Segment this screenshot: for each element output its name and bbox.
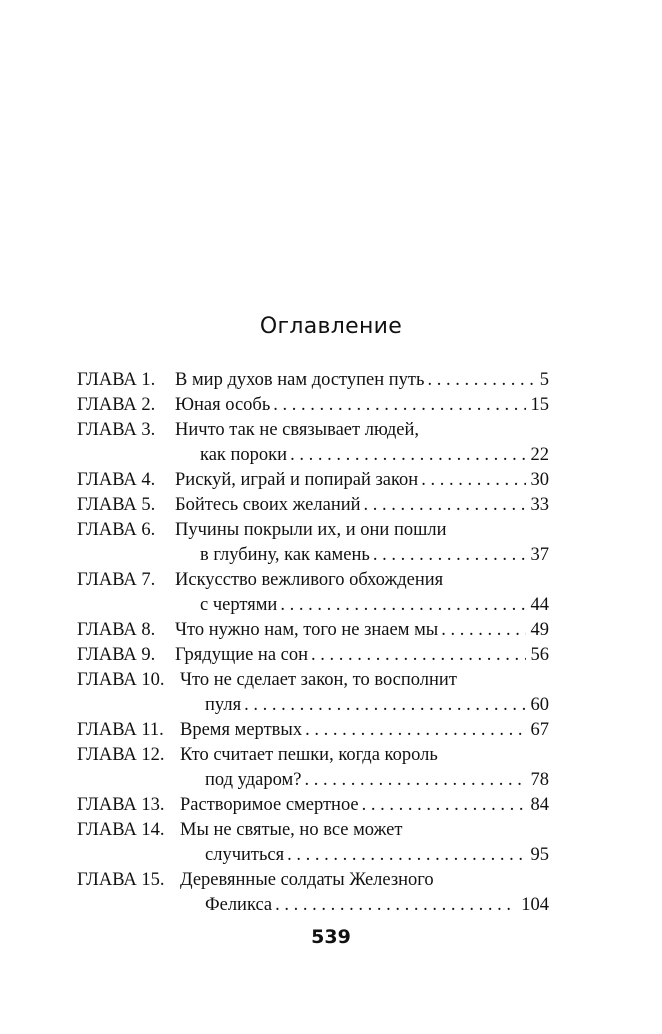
chapter-title: Юная особь — [175, 393, 270, 418]
chapter-title: Искусство вежливого обхождения — [175, 568, 443, 593]
dot-leader — [308, 643, 525, 668]
chapter-title: Растворимое смертное — [180, 793, 359, 818]
dot-leader — [284, 843, 525, 868]
chapter-page: 60 — [530, 695, 549, 715]
page-title: Оглавление — [259, 314, 403, 339]
chapter-title: Деревянные солдаты Железного — [180, 868, 434, 893]
dot-leader — [241, 693, 525, 718]
chapter-title: Грядущие на сон — [175, 643, 308, 668]
toc-line — [77, 568, 549, 593]
chapter-title: как пороки — [200, 443, 287, 468]
toc-line — [77, 643, 549, 668]
toc-line — [77, 418, 549, 443]
chapter-title: Феликса — [205, 893, 272, 918]
chapter-label: ГЛАВА 12. — [77, 745, 165, 765]
toc-line — [77, 543, 549, 568]
dot-leader — [359, 793, 526, 818]
chapter-title: Пучины покрыли их, и они пошли — [175, 518, 446, 543]
toc-line — [77, 893, 549, 918]
toc-line — [77, 468, 549, 493]
toc-line — [77, 693, 549, 718]
chapter-title: Время мертвых — [180, 718, 302, 743]
chapter-page: 67 — [530, 720, 549, 740]
chapter-title: случиться — [205, 843, 284, 868]
toc-line — [77, 443, 549, 468]
toc-line — [77, 493, 549, 518]
chapter-label: ГЛАВА 4. — [77, 470, 156, 490]
chapter-title: Что не сделает закон, то восполнит — [180, 668, 457, 693]
toc-line — [77, 793, 549, 818]
dot-leader — [370, 543, 526, 568]
toc-line — [77, 618, 549, 643]
toc-line — [77, 593, 549, 618]
chapter-title: под ударом? — [205, 768, 301, 793]
chapter-title: в глубину, как камень — [200, 543, 370, 568]
chapter-title: В мир духов нам доступен путь — [175, 368, 424, 393]
table-of-contents — [77, 368, 549, 918]
dot-leader — [424, 368, 534, 393]
chapter-label: ГЛАВА 1. — [77, 370, 156, 390]
chapter-label: ГЛАВА 10. — [77, 670, 165, 690]
chapter-label: ГЛАВА 8. — [77, 620, 156, 640]
dot-leader — [418, 468, 525, 493]
toc-line — [77, 668, 549, 693]
chapter-title: Что нужно нам, того не знаем мы — [175, 618, 438, 643]
toc-line — [77, 868, 549, 893]
chapter-title: Кто считает пешки, когда король — [180, 743, 438, 768]
dot-leader — [301, 768, 525, 793]
toc-line — [77, 843, 549, 868]
chapter-page: 33 — [530, 495, 549, 515]
chapter-page: 5 — [539, 370, 549, 390]
toc-line — [77, 743, 549, 768]
dot-leader — [287, 443, 525, 468]
chapter-label: ГЛАВА 13. — [77, 795, 165, 815]
chapter-page: 37 — [530, 545, 549, 565]
chapter-title: Мы не святые, но все может — [180, 818, 402, 843]
chapter-page: 95 — [530, 845, 549, 865]
dot-leader — [361, 493, 526, 518]
chapter-title: пуля — [205, 693, 241, 718]
chapter-page: 49 — [530, 620, 549, 640]
chapter-page: 78 — [530, 770, 549, 790]
dot-leader — [270, 393, 525, 418]
toc-line — [77, 393, 549, 418]
dot-leader — [438, 618, 525, 643]
toc-line — [77, 818, 549, 843]
chapter-label: ГЛАВА 3. — [77, 420, 156, 440]
chapter-label: ГЛАВА 9. — [77, 645, 156, 665]
chapter-label: ГЛАВА 2. — [77, 395, 156, 415]
chapter-page: 56 — [530, 645, 549, 665]
chapter-page: 30 — [530, 470, 549, 490]
chapter-page: 22 — [530, 445, 549, 465]
dot-leader — [277, 593, 525, 618]
chapter-page: 84 — [530, 795, 549, 815]
chapter-label: ГЛАВА 14. — [77, 820, 165, 840]
chapter-title: Бойтесь своих желаний — [175, 493, 361, 518]
chapter-label: ГЛАВА 7. — [77, 570, 156, 590]
toc-line — [77, 768, 549, 793]
chapter-label: ГЛАВА 11. — [77, 720, 164, 740]
chapter-page: 104 — [521, 895, 549, 915]
chapter-page: 15 — [530, 395, 549, 415]
chapter-label: ГЛАВА 6. — [77, 520, 156, 540]
chapter-label: ГЛАВА 5. — [77, 495, 156, 515]
toc-line — [77, 368, 549, 393]
chapter-title: Ничто так не связывает людей, — [175, 418, 419, 443]
dot-leader — [272, 893, 516, 918]
page-number: 539 — [311, 926, 351, 948]
toc-line — [77, 718, 549, 743]
chapter-label: ГЛАВА 15. — [77, 870, 165, 890]
chapter-page: 44 — [530, 595, 549, 615]
chapter-title: с чертями — [200, 593, 277, 618]
toc-line — [77, 518, 549, 543]
dot-leader — [302, 718, 525, 743]
chapter-title: Рискуй, играй и попирай закон — [175, 468, 418, 493]
